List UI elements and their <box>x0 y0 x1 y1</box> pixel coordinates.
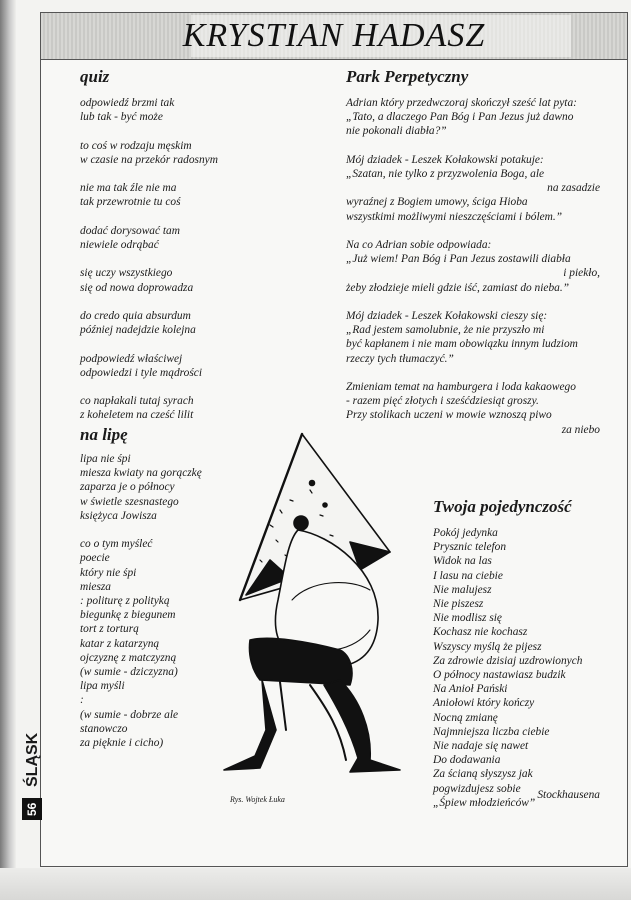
poem-line: „Już wiem! Pan Bóg i Pan Jezus zostawili diabła <box>346 253 571 266</box>
poem-body-na-lipe: lipa nie śpi miesza kwiaty na gorączkę zaparza je o północy w świetle szesnastego księżyca Jowisza co o tym myśleć poecie który nie śpi miesza : politurę z polityką biegunkę z biegunem tort z torturą katar z katarzyną ojczyznę z matczyzną (w sumie - dziczyzna) lipa myśli : (w sumie - dobrze ale stanowczo za pięknie i cicho) <box>80 453 202 750</box>
poem-title-park: Park Perpetyczny <box>346 67 469 86</box>
author-name: KRYSTIAN HADASZ <box>182 17 486 54</box>
poem-line <box>346 295 600 309</box>
scan-left-edge <box>0 0 16 900</box>
poem-line <box>346 224 600 238</box>
poem-signature: Stockhausena <box>537 789 600 801</box>
poem-line: „Rad jestem samolubnie, że nie przyszło mi <box>346 324 545 337</box>
poem-title-quiz: quiz <box>80 67 110 86</box>
poem-line: „Tato, a dlaczego Pan Bóg i Pan Jezus już dawno <box>346 111 574 124</box>
page-number: 56 <box>22 798 42 820</box>
poem-line: - razem pięć złotych i sześćdziesiąt groszy. <box>346 395 539 408</box>
poem-line: i piekło, <box>563 267 600 280</box>
poem-body-quiz: odpowiedź brzmi tak lub tak - być może to coś w rodzaju męskim w czasie na przekór radosnym nie ma tak źle nie ma tak przewrotnie tu coś dodać dorysować tam niewiele odrąbać się uczy wszystkiego się od nowa doprowadza do credo quia absurdum później nadejdzie kolejna podpowiedź właściwej odpowiedzi i tyle mądrości co napłakali tutaj syrach z koheletem na cześć lilit <box>80 97 218 422</box>
poem-body-park <box>346 96 600 437</box>
poem-line: Mój dziadek - Leszek Kołakowski cieszy się: <box>346 310 548 322</box>
poem-title-twoja: Twoja pojedynczość <box>433 497 572 516</box>
illustration-credit: Rys. Wojtek Łuka <box>230 795 285 804</box>
poem-body-twoja: Pokój jedynka Prysznic telefon Widok na las I lasu na ciebie Nie malujesz Nie piszesz Nie modlisz się Kochasz nie kochasz Wszyscy myślą że pijesz Za zdrowie dzisiaj uzdrowionych O północy nastawiasz budzik Na Anioł Pański Aniołowi który kończy Nocną zmianę Najmniejsza liczba ciebie Nie nadaje się nawet Do dodawania Za ścianą słyszysz jak pogwizdujesz sobie „Śpiew młodzieńców” <box>433 527 583 809</box>
poem-line: rzeczy tych tłumaczyć.” <box>346 352 454 365</box>
poem-line <box>346 139 600 153</box>
magazine-brand: ŚLĄSK <box>24 732 41 788</box>
poem-line: wszystkimi możliwymi nieszczęściami i bólem.” <box>346 210 563 223</box>
poem-line: nie pokonali diabła?” <box>346 125 447 138</box>
poem-line: Przy stolikach uczeni w mowie wznoszą piwo <box>346 409 552 422</box>
poem-title-na-lipe: na lipę <box>80 425 128 444</box>
poem-line: „Szatan, nie tylko z przyzwolenia Boga, ale <box>346 168 545 180</box>
ink-drawing-figure <box>200 430 405 790</box>
poem-line: za niebo <box>561 423 600 436</box>
poem-line: być kapłanem i nie mam obowiązku innym ludziom <box>346 338 578 351</box>
scan-bottom-edge <box>0 868 631 900</box>
author-header <box>41 13 627 60</box>
poem-line: żeby złodzieje mieli gdzie iść, zamiast do nieba.” <box>346 281 570 294</box>
poem-line: Na co Adrian sobie odpowiada: <box>346 239 492 251</box>
poem-line: na zasadzie <box>547 182 600 195</box>
poem-line <box>346 366 600 380</box>
poem-line: Adrian który przedwczoraj skończył sześć lat pyta: <box>346 97 577 109</box>
poem-line: Mój dziadek - Leszek Kołakowski potakuje: <box>346 153 544 166</box>
poem-line: Zmieniam temat na hamburgera i loda kakaowego <box>346 381 576 393</box>
poem-line: wyraźnej z Bogiem umowy, ściga Hioba <box>346 196 528 209</box>
